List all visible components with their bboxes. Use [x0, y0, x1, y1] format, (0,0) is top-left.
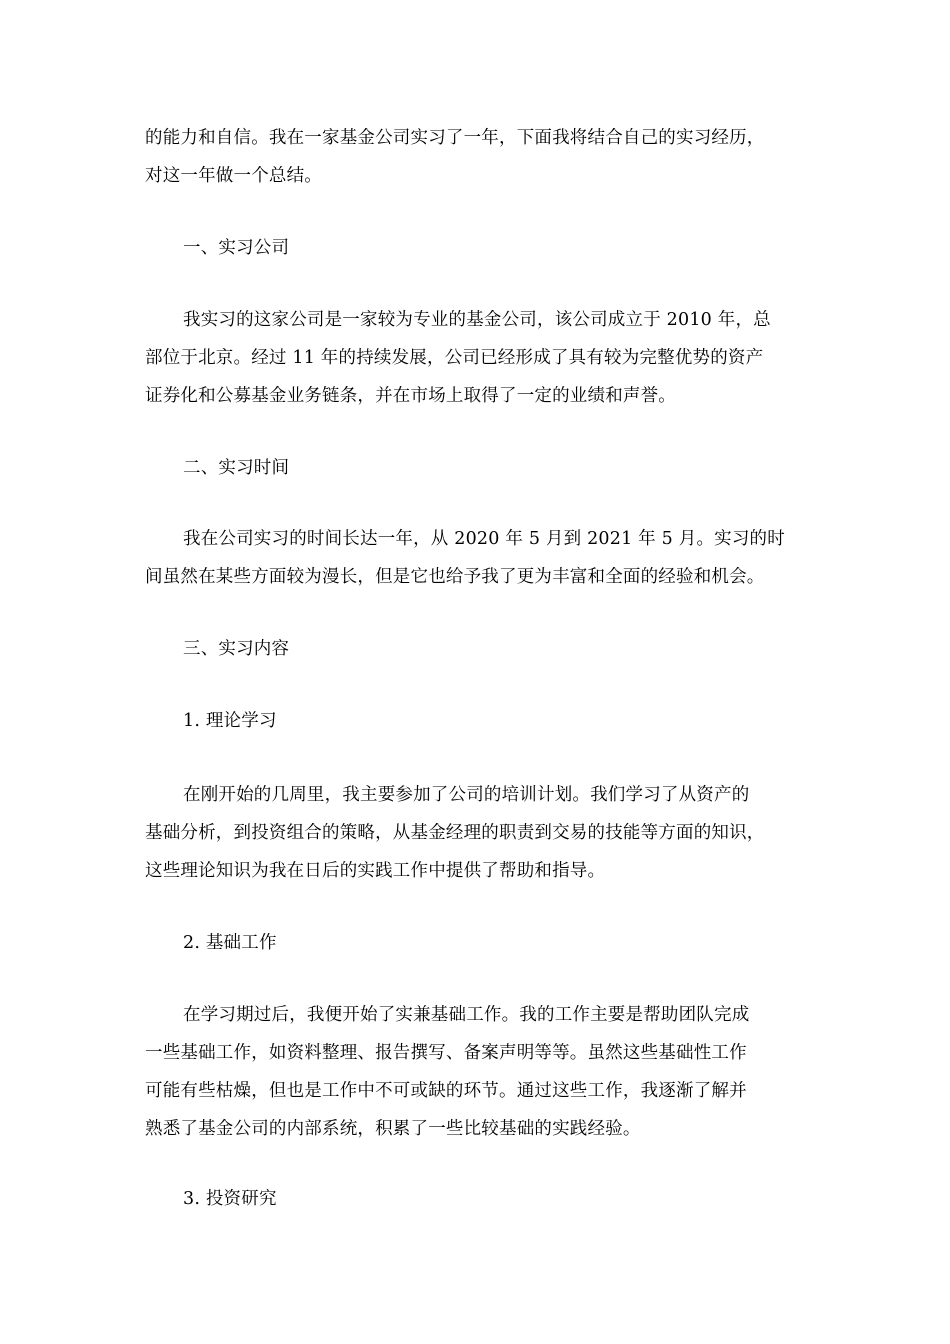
subsection-heading: 2. 基础工作 — [183, 933, 277, 953]
paragraph-line: 熟悉了基金公司的内部系统，积累了一些比较基础的实践经验。 — [145, 1119, 641, 1139]
section-heading: 一、实习公司 — [183, 238, 290, 258]
paragraph-line: 的能力和自信。我在一家基金公司实习了一年，下面我将结合自己的实习经历， — [145, 128, 765, 148]
paragraph-line: 一些基础工作，如资料整理、报告撰写、备案声明等等。虽然这些基础性工作 — [145, 1043, 747, 1063]
subsection-heading: 3. 投资研究 — [183, 1189, 277, 1209]
paragraph-line: 基础分析，到投资组合的策略，从基金经理的职责到交易的技能等方面的知识， — [145, 823, 765, 843]
paragraph-line: 我在公司实习的时间长达一年，从 2020 年 5 月到 2021 年 5 月。实习的时 — [183, 529, 785, 549]
paragraph-line: 间虽然在某些方面较为漫长，但是它也给予我了更为丰富和全面的经验和机会。 — [145, 567, 765, 587]
section-heading: 三、实习内容 — [183, 639, 290, 659]
paragraph-line: 这些理论知识为我在日后的实践工作中提供了帮助和指导。 — [145, 861, 606, 881]
paragraph-line: 可能有些枯燥，但也是工作中不可或缺的环节。通过这些工作，我逐渐了解并 — [145, 1081, 747, 1101]
paragraph-line: 在刚开始的几周里，我主要参加了公司的培训计划。我们学习了从资产的 — [183, 785, 750, 805]
paragraph-line: 对这一年做一个总结。 — [145, 166, 322, 186]
paragraph-line: 我实习的这家公司是一家较为专业的基金公司，该公司成立于 2010 年，总 — [183, 310, 771, 330]
paragraph-line: 部位于北京。经过 11 年的持续发展，公司已经形成了具有较为完整优势的资产 — [145, 348, 764, 368]
subsection-heading: 1. 理论学习 — [183, 711, 277, 731]
section-heading: 二、实习时间 — [183, 458, 290, 478]
paragraph-line: 证券化和公募基金业务链条，并在市场上取得了一定的业绩和声誉。 — [145, 386, 676, 406]
paragraph-line: 在学习期过后，我便开始了实兼基础工作。我的工作主要是帮助团队完成 — [183, 1005, 750, 1025]
